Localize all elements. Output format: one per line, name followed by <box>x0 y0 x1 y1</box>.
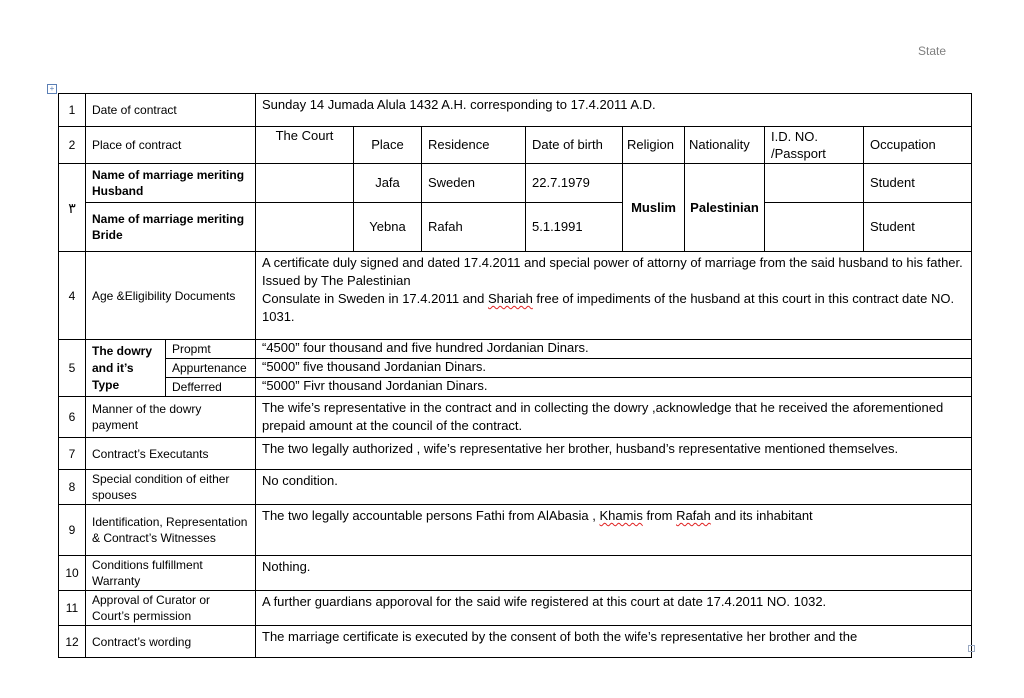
eligibility-line-2 <box>262 290 965 326</box>
dowry-type-appurtenance: Appurtenance <box>166 359 256 378</box>
row-number: 12 <box>59 626 86 658</box>
table-row <box>59 556 972 591</box>
row-label: Manner of the dowry payment <box>86 397 256 438</box>
column-header-date-of-birth: Date of birth <box>526 127 623 164</box>
husband-date-of-birth: 22.7.1979 <box>526 164 623 203</box>
header-state-label: State <box>918 44 947 58</box>
husband-id <box>765 164 864 203</box>
text-span: from <box>642 508 677 523</box>
column-header-residence: Residence <box>422 127 526 164</box>
table-row <box>59 252 972 340</box>
column-header-id-passport: I.D. NO. /Passport <box>765 127 864 164</box>
bride-court <box>256 203 354 252</box>
row-label: Special condition of either spouses <box>86 470 256 505</box>
table-row <box>59 505 972 556</box>
witnesses-value <box>256 505 972 556</box>
bride-id <box>765 203 864 252</box>
row-number: 7 <box>59 438 86 470</box>
bride-residence: Rafah <box>422 203 526 252</box>
column-header-court: The Court <box>256 127 354 164</box>
table-row <box>59 340 972 359</box>
contract-wording-value: The marriage certificate is executed by the consent of both the wife’s representative her brother and the <box>256 626 972 658</box>
table-row <box>59 626 972 658</box>
row-number: 1 <box>59 94 86 127</box>
nationality-value: Palestinian <box>685 164 765 252</box>
date-of-contract-value: Sunday 14 Jumada Alula 1432 A.H. corresponding to 17.4.2011 A.D. <box>256 94 972 127</box>
special-condition-value: No condition. <box>256 470 972 505</box>
table-row <box>59 94 972 127</box>
contract-table <box>58 93 972 658</box>
table-row <box>59 591 972 626</box>
row-label: Approval of Curator or Court’s permission <box>86 591 256 626</box>
husband-occupation: Student <box>864 164 972 203</box>
row-number: 6 <box>59 397 86 438</box>
column-header-place: Place <box>354 127 422 164</box>
dowry-type-prompt: Propmt <box>166 340 256 359</box>
husband-court <box>256 164 354 203</box>
row-number: 5 <box>59 340 86 397</box>
dowry-label: The dowry and it’s Type <box>86 340 166 397</box>
spellcheck-word[interactable]: Rafah <box>676 508 711 523</box>
husband-label: Name of marriage meriting Husband <box>86 164 256 203</box>
spellcheck-word[interactable]: Shariah <box>487 291 533 306</box>
column-header-religion: Religion <box>623 127 685 164</box>
row-label: Date of contract <box>86 94 256 127</box>
table-row <box>59 359 972 378</box>
dowry-value-deferred: “5000” Fivr thousand Jordanian Dinars. <box>256 378 972 397</box>
bride-place: Yebna <box>354 203 422 252</box>
bride-occupation: Student <box>864 203 972 252</box>
row-number: 11 <box>59 591 86 626</box>
eligibility-documents-value <box>256 252 972 340</box>
spellcheck-word[interactable]: Khamis <box>599 508 643 523</box>
table-row <box>59 127 972 164</box>
text-span: Consulate in Sweden in 17.4.2011 and <box>262 291 488 306</box>
text-span: free of impediments of the husband at this court in this contract date NO. 1031. <box>262 291 955 324</box>
column-header-nationality: Nationality <box>685 127 765 164</box>
row-label: Age &Eligibility Documents <box>86 252 256 340</box>
row-label: Identification, Representation & Contract’s Witnesses <box>86 505 256 556</box>
eligibility-line-1: A certificate duly signed and dated 17.4.2011 and special power of attorny of marriage from the said husband to his father. Issued by The Palestinian <box>262 255 963 288</box>
husband-place: Jafa <box>354 164 422 203</box>
row-label: Conditions fulfillment Warranty <box>86 556 256 591</box>
religion-value: Muslim <box>623 164 685 252</box>
table-move-handle-icon[interactable]: + <box>47 84 57 94</box>
dowry-value-prompt: “4500” four thousand and five hundred Jordanian Dinars. <box>256 340 972 359</box>
table-row <box>59 470 972 505</box>
column-header-occupation: Occupation <box>864 127 972 164</box>
text-span: and its inhabitant <box>710 508 813 523</box>
row-number: 10 <box>59 556 86 591</box>
table-row <box>59 203 972 252</box>
table-row <box>59 164 972 203</box>
row-label: Contract’s wording <box>86 626 256 658</box>
warranty-value: Nothing. <box>256 556 972 591</box>
bride-label: Name of marriage meriting Bride <box>86 203 256 252</box>
row-label: Place of contract <box>86 127 256 164</box>
husband-residence: Sweden <box>422 164 526 203</box>
row-label: Contract’s Executants <box>86 438 256 470</box>
text-span: The two legally accountable persons Fathi from AlAbasia , <box>262 508 600 523</box>
table-resize-handle-icon[interactable] <box>968 645 975 652</box>
row-number: ٣ <box>59 164 86 252</box>
table-row <box>59 438 972 470</box>
curator-approval-value: A further guardians apporoval for the said wife registered at this court at date 17.4.2011 NO. 1032. <box>256 591 972 626</box>
dowry-type-deferred: Defferred <box>166 378 256 397</box>
bride-date-of-birth: 5.1.1991 <box>526 203 623 252</box>
table-row <box>59 378 972 397</box>
dowry-payment-manner-value: The wife’s representative in the contract and in collecting the dowry ,acknowledge that he received the aforementioned prepaid amount at the council of the contract. <box>256 397 972 438</box>
dowry-value-appurtenance: “5000” five thousand Jordanian Dinars. <box>256 359 972 378</box>
row-number: 8 <box>59 470 86 505</box>
contract-executants-value: The two legally authorized , wife’s representative her brother, husband’s representative mentioned themselves. <box>256 438 972 470</box>
row-number: 2 <box>59 127 86 164</box>
row-number: 9 <box>59 505 86 556</box>
table-row <box>59 397 972 438</box>
row-number: 4 <box>59 252 86 340</box>
